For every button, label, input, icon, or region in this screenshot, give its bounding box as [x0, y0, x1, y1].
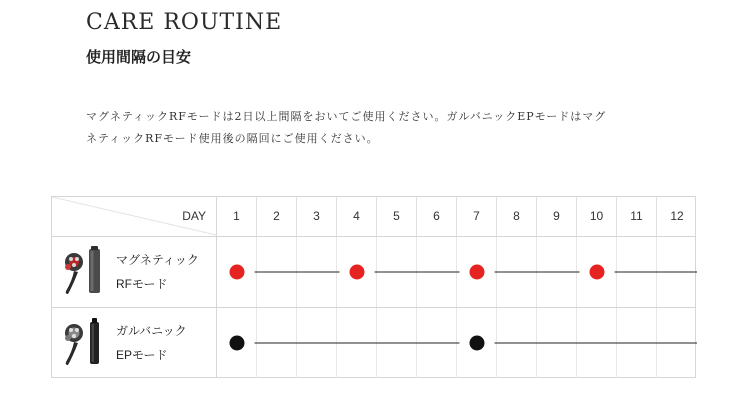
usage-description	[86, 106, 666, 150]
galvanic-ep-device-icon	[60, 316, 108, 370]
timeline-svg-galvanic-ep	[217, 308, 697, 378]
usage-description-line-1: マグネティックRFモードは2日以上間隔をおいてご使用ください。ガルバニックEPモードはマグ	[86, 110, 607, 123]
mode-name-line-2: EPモード	[116, 348, 168, 362]
usage-description-line-2: ネティックRFモード使用後の隔回にご使用ください。	[86, 132, 379, 145]
day-header-label: DAY	[182, 209, 206, 223]
magnetic-rf-device-icon	[60, 245, 108, 299]
mode-cell-galvanic-ep	[52, 308, 217, 378]
usage-schedule-table	[51, 196, 696, 378]
timeline-svg-magnetic-rf	[217, 237, 697, 307]
schedule-header-row	[52, 197, 695, 237]
day-header-3: 3	[297, 197, 337, 236]
schedule-corner-cell	[52, 197, 217, 236]
timeline-magnetic-rf	[217, 237, 697, 307]
use-day-dot-1	[230, 336, 245, 351]
timeline-galvanic-ep	[217, 308, 697, 378]
day-header-1: 1	[217, 197, 257, 236]
mode-name-line-1: ガルバニック	[116, 324, 187, 338]
schedule-row-galvanic-ep	[52, 308, 695, 378]
day-header-6: 6	[417, 197, 457, 236]
use-day-dot-4	[350, 265, 365, 280]
mode-name-line-1: マグネティック	[116, 253, 199, 267]
day-header-12: 12	[670, 209, 684, 223]
use-day-dot-10	[590, 265, 605, 280]
day-header-4: 4	[337, 197, 377, 236]
day-header-10: 10	[577, 197, 617, 236]
section-title: CARE ROUTINE	[86, 10, 283, 35]
day-header-8: 8	[497, 197, 537, 236]
day-header-2: 2	[257, 197, 297, 236]
day-header-9: 9	[537, 197, 577, 236]
day-header-5: 5	[377, 197, 417, 236]
use-day-dot-1	[230, 265, 245, 280]
mode-cell-magnetic-rf	[52, 237, 217, 307]
mode-name-galvanic-ep	[116, 319, 187, 367]
schedule-row-magnetic-rf	[52, 237, 695, 308]
use-day-dot-7	[470, 265, 485, 280]
section-subtitle: 使用間隔の目安	[86, 48, 192, 66]
use-day-dot-7	[470, 336, 485, 351]
day-header-11: 11	[617, 197, 657, 236]
day-header-7: 7	[457, 197, 497, 236]
mode-name-line-2: RFモード	[116, 277, 168, 291]
mode-name-magnetic-rf	[116, 248, 199, 296]
